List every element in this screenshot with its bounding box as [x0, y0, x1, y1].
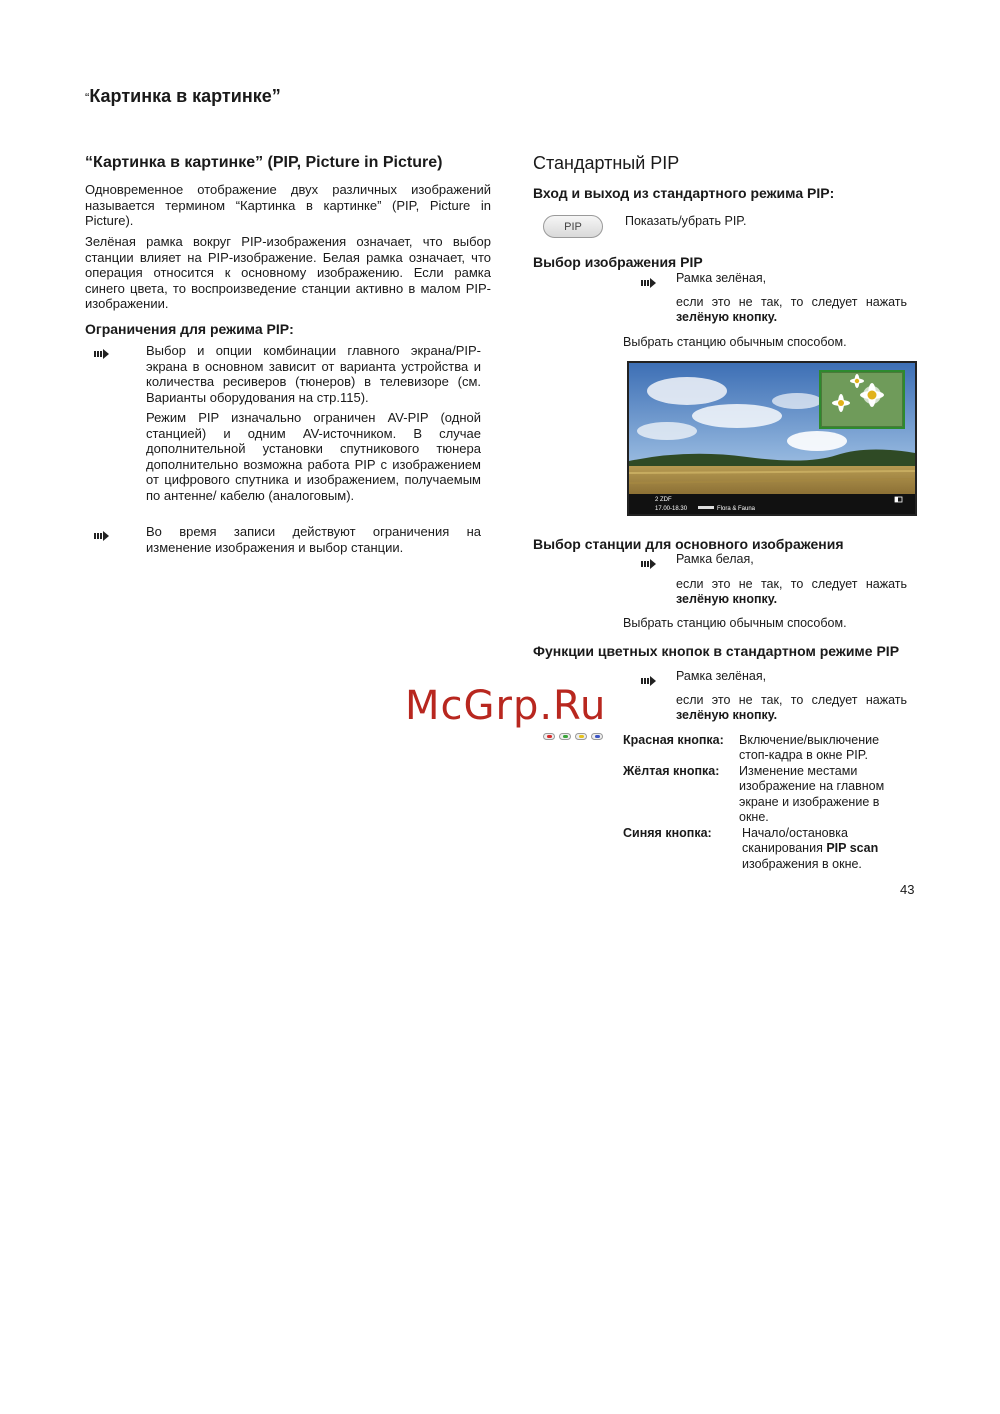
frame-green-text: Рамка зелёная, [676, 271, 767, 285]
limits-heading: Ограничения для режима PIP: [85, 321, 294, 337]
enter-exit-heading: Вход и выход из стандартного режима PIP: [533, 185, 835, 201]
tv-channel: 2 ZDF [655, 497, 672, 503]
red-button-text: Включение/выключение стоп-кадра в окне PIP. [739, 733, 880, 763]
section-heading-pip: “Картинка в картинке” (PIP, Picture in Picture) [85, 154, 443, 171]
pip-window [820, 371, 904, 428]
select-station-text: Выбрать станцию обычным способом. [623, 335, 847, 349]
blue-button-icon[interactable] [591, 733, 603, 740]
frame-color-paragraph: Зелёная рамка вокруг PIP-изображения означает, что выбор станции влияет на PIP-изображение. Белая рамка означает, что операция относится к основному изображению. Если рамка синего цвета, то воспроизведение станции активно в малом PIP-изображении. [85, 234, 491, 311]
pip-button[interactable]: PIP [543, 215, 603, 238]
yellow-button-text: Изменение местами изображение на главном экране и изображение в окне. [739, 764, 885, 824]
arrow-bullet-icon [641, 278, 657, 288]
progress-bar-icon [698, 506, 714, 509]
green-button-text: зелёную кнопку. [676, 708, 778, 722]
arrow-bullet-icon [641, 559, 657, 569]
yellow-button-icon[interactable] [575, 733, 587, 740]
if-not-text: если это не так, то следует нажать [676, 693, 907, 707]
limit-item-1-continued: Режим PIP изначально ограничен AV-PIP (одной станцией) и одним AV-источником. В случае дополнительной установки спутникового тюнера дополнительно возможна работа PIP с изображением от цифрового спутника и изображением, получаемым по антенне/ кабелю (аналоговым). [146, 410, 481, 503]
color-buttons-heading: Функции цветных кнопок в стандартном режиме PIP [533, 643, 900, 659]
red-button-icon[interactable] [543, 733, 555, 740]
page-header: “Картинка в картинке” [85, 86, 281, 106]
arrow-bullet-icon [94, 531, 110, 541]
green-button-text: зелёную кнопку. [676, 592, 778, 606]
color-buttons-icon [543, 733, 603, 740]
limit-item-1: Выбор и опции комбинации главного экрана/PIP-экрана в основном зависит от варианта устройства и количества ресиверов (тюнеров) в телевизоре (см. Варианты оборудования на стр.115). [146, 343, 481, 405]
tv-time: 17.00-18.30 [655, 506, 688, 512]
select-station-text: Выбрать станцию обычным способом. [623, 616, 847, 630]
arrow-bullet-icon [641, 676, 657, 686]
arrow-bullet-icon [94, 349, 110, 359]
green-button-icon[interactable] [559, 733, 571, 740]
pip-button-description: Показать/убрать PIP. [625, 214, 747, 228]
page-number: 43 [900, 882, 915, 897]
blue-button-text: Начало/остановка сканирования PIP scan изображения в окне. [742, 826, 879, 871]
yellow-button-label: Жёлтая кнопка: [623, 764, 720, 778]
limit-item-2: Во время записи действуют ограничения на изменение изображения и выбор станции. [146, 524, 481, 555]
select-pip-heading: Выбор изображения PIP [533, 254, 703, 270]
tv-pip-screenshot [627, 361, 917, 516]
if-not-text: если это не так, то следует нажать [676, 295, 907, 309]
frame-white-text: Рамка белая, [676, 552, 754, 566]
green-button-text: зелёную кнопку. [676, 310, 778, 324]
standard-pip-heading: Стандартный PIP [533, 153, 680, 173]
if-not-text: если это не так, то следует нажать [676, 577, 907, 591]
main-select-heading: Выбор станции для основного изображения [533, 536, 844, 552]
red-button-label: Красная кнопка: [623, 733, 724, 747]
tv-program: Flora & Fauna [717, 506, 756, 512]
blue-button-label: Синяя кнопка: [623, 826, 712, 840]
intro-paragraph: Одновременное отображение двух различных изображений называется термином “Картинка в картинке” (PIP, Picture in Picture). [85, 182, 491, 228]
frame-green-text: Рамка зелёная, [676, 669, 767, 683]
watermark: McGrp.Ru [405, 683, 607, 729]
